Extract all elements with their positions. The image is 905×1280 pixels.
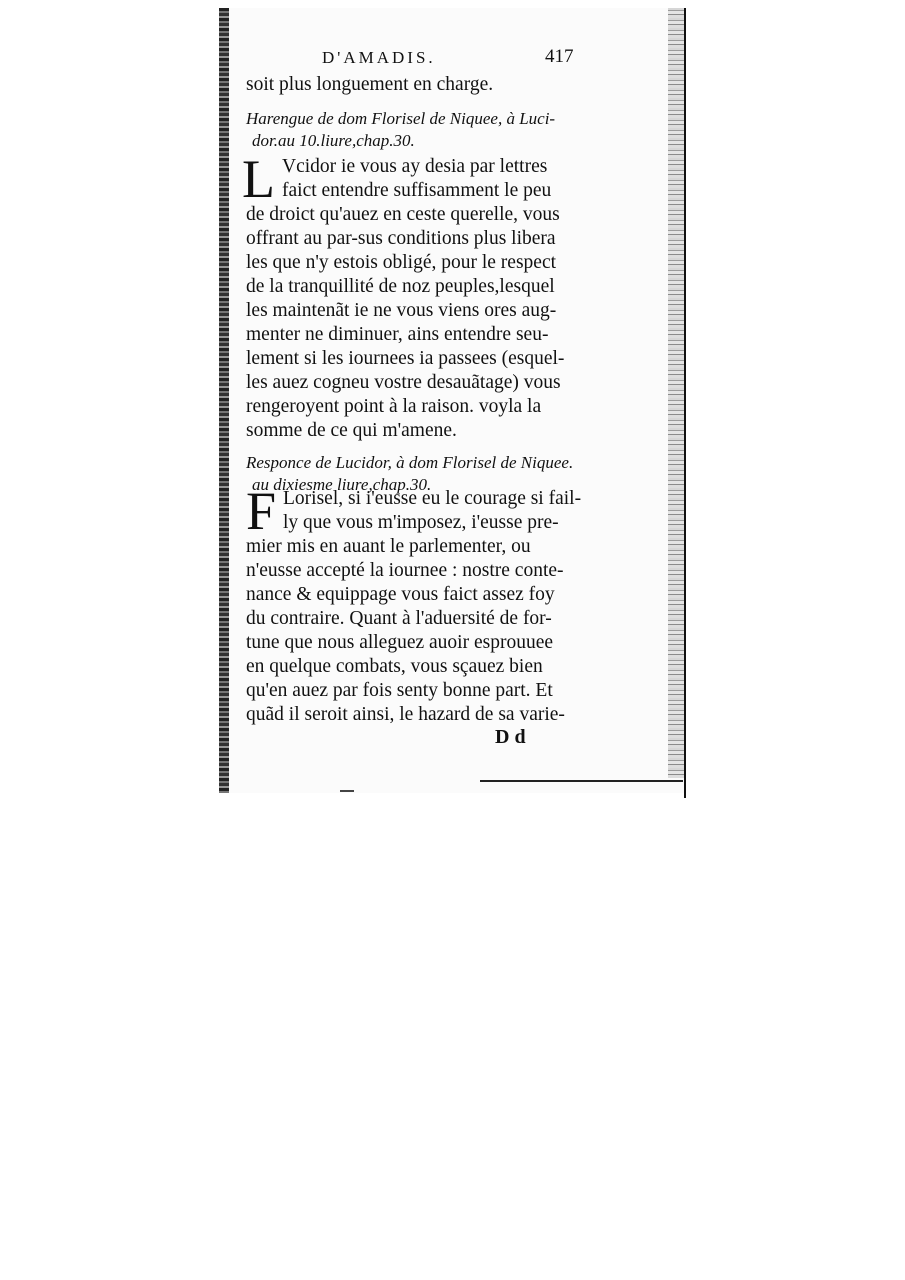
bottom-dash — [340, 790, 354, 792]
section2-line-4: n'eusse accepté la iournee : nostre conte- — [246, 560, 564, 581]
section2-line-9: qu'en auez par fois senty bonne part. Et — [246, 680, 553, 701]
section2-line-3: mier mis en auant le parlementer, ou — [246, 536, 531, 557]
section1-line-1: Vcidor ie vous ay desia par lettres — [282, 156, 548, 177]
section1-line-5: les que n'y estois obligé, pour le respect — [246, 252, 557, 273]
section1-heading-line-1: Harengue de dom Florisel de Niquee, à Luci- — [246, 109, 556, 128]
section1-line-11: rengeroyent point à la raison. voyla la — [246, 396, 542, 417]
section1-line-2: faict entendre suffisamment le peu — [282, 180, 552, 201]
section2-line-6: du contraire. Quant à l'aduersité de for- — [246, 608, 552, 629]
section2-line-1: Lorisel, si i'eusse eu le courage si fail- — [283, 488, 582, 509]
section2-heading-line-1: Responce de Lucidor, à dom Florisel de Niquee. — [246, 453, 574, 472]
section2-line-10: quãd il seroit ainsi, le hazard de sa varie- — [246, 704, 565, 725]
section1-drop-cap: L — [242, 149, 275, 209]
section1-line-9: lement si les iournees ia passees (esquel- — [246, 348, 565, 369]
section2-heading-line-2: au dixiesme liure,chap.30. — [252, 475, 432, 494]
section1-line-8: menter ne diminuer, ains entendre seu- — [246, 324, 549, 345]
section1-line-12: somme de ce qui m'amene. — [246, 420, 457, 441]
signature-mark: D d — [495, 726, 526, 748]
section1-line-4: offrant au par-sus conditions plus libera — [246, 228, 556, 249]
section2-line-2: ly que vous m'imposez, i'eusse pre- — [283, 512, 559, 533]
bottom-rule — [480, 780, 683, 782]
running-head: D'AMADIS. — [322, 48, 436, 67]
section1-line-7: les maintenãt ie ne vous viens ores aug- — [246, 300, 557, 321]
page-right-edge-shadow — [668, 8, 685, 778]
section2-line-8: en quelque combats, vous sçauez bien — [246, 656, 543, 677]
page-right-border — [684, 8, 686, 798]
section2-line-7: tune que nous alleguez auoir esprouuee — [246, 632, 554, 653]
section2-drop-cap: F — [246, 481, 277, 541]
section1-heading-line-2: dor.au 10.liure,chap.30. — [252, 131, 415, 150]
section2-line-5: nance & equippage vous faict assez foy — [246, 584, 555, 605]
page-number: 417 — [545, 46, 574, 67]
section1-line-6: de la tranquillité de noz peuples,lesquel — [246, 276, 555, 297]
carry-over-line: soit plus longuement en charge. — [246, 74, 494, 95]
section1-line-10: les auez cogneu vostre desauãtage) vous — [246, 372, 561, 393]
section1-line-3: de droict qu'auez en ceste querelle, vous — [246, 204, 560, 225]
page-left-edge-shadow — [219, 8, 229, 793]
